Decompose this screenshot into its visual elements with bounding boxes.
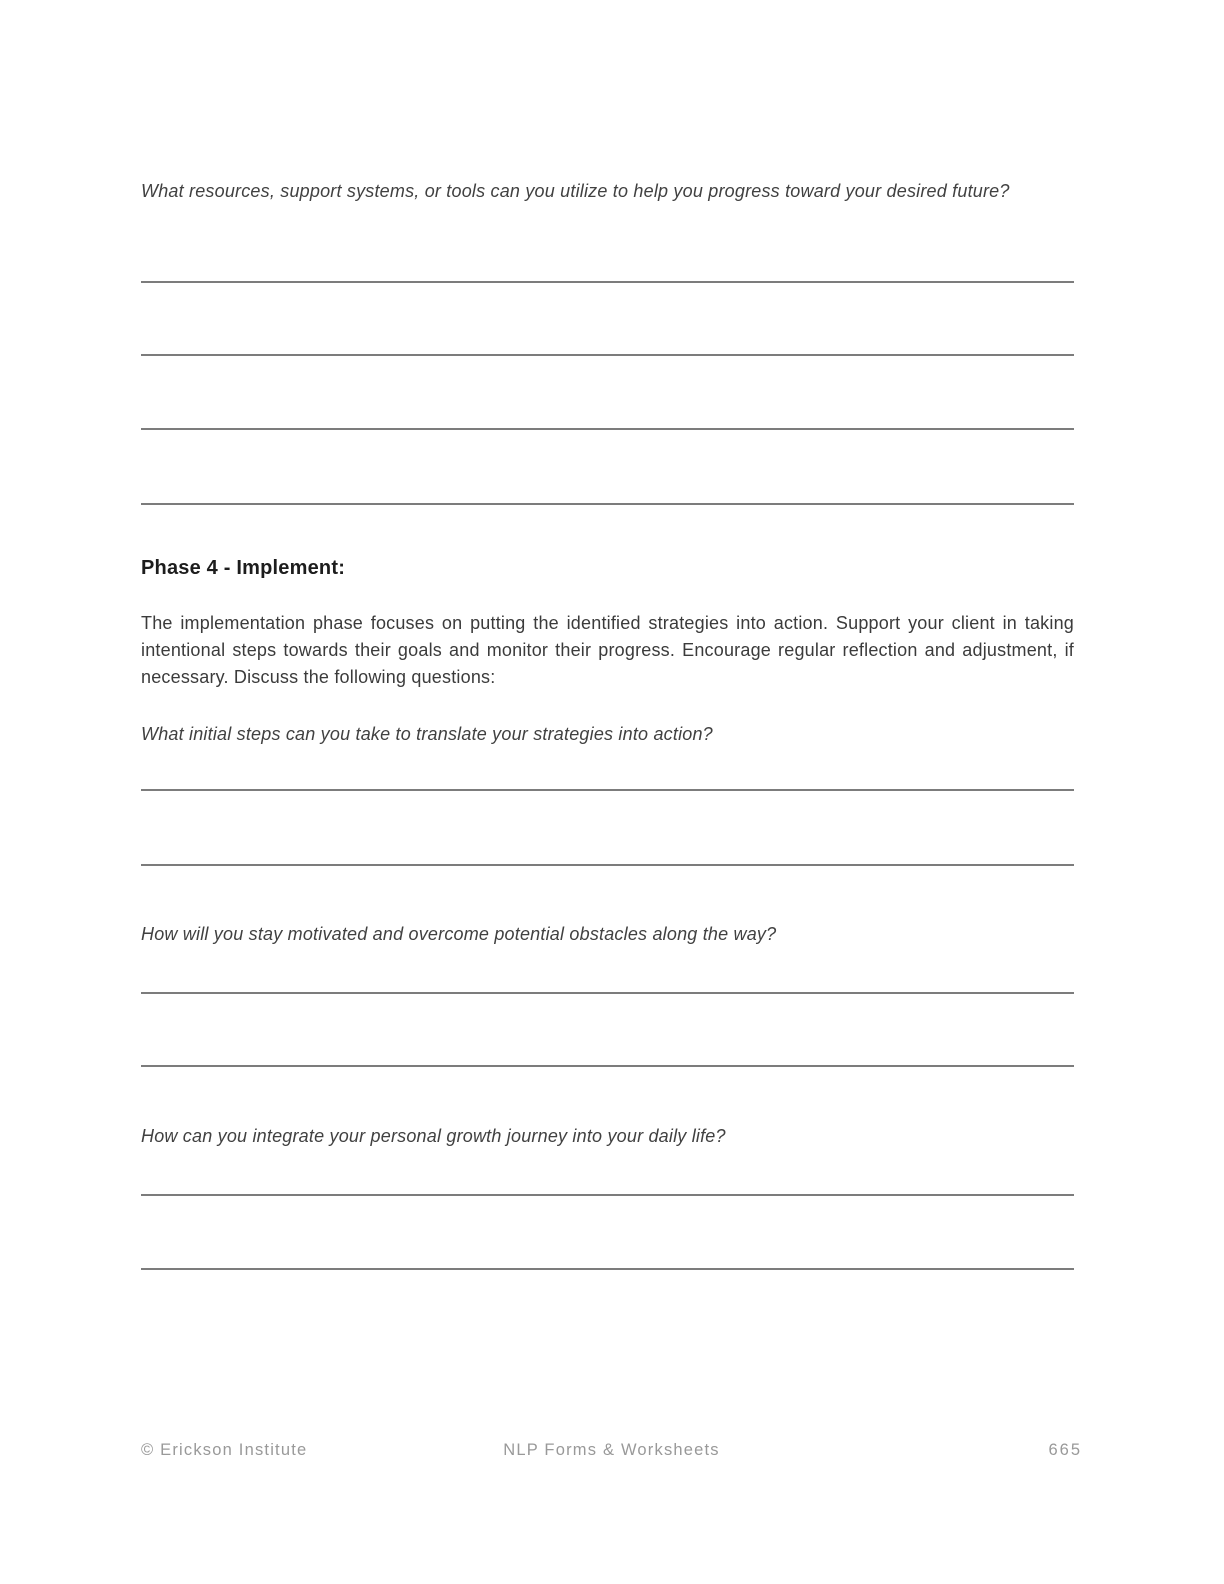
section-intro-paragraph: The implementation phase focuses on putting the identified strategies into action. Support your client in taking intentional steps towards their goals and monitor their progress. Encourage regular reflection and adjustment, if necessary. Discuss the following questions: — [141, 613, 1074, 687]
question-initial-steps: What initial steps can you take to translate your strategies into action? — [141, 724, 713, 744]
answer-line — [141, 1194, 1074, 1196]
question-integrate-growth: How can you integrate your personal growth journey into your daily life? — [141, 1126, 726, 1146]
footer-copyright: © Erickson Institute — [141, 1441, 308, 1459]
answer-line — [141, 503, 1074, 505]
question-stay-motivated: How will you stay motivated and overcome potential obstacles along the way? — [141, 924, 777, 944]
answer-line — [141, 281, 1074, 283]
answer-line — [141, 1268, 1074, 1270]
answer-line — [141, 789, 1074, 791]
question-resources-support-tools: What resources, support systems, or tools can you utilize to help you progress toward your desired future? — [141, 181, 1010, 201]
page-footer — [141, 1441, 1082, 1460]
answer-line — [141, 1065, 1074, 1067]
answer-line — [141, 992, 1074, 994]
footer-page-number: 665 — [1048, 1441, 1083, 1459]
answer-line — [141, 864, 1074, 866]
section-heading-phase-4: Phase 4 - Implement: — [141, 557, 346, 579]
footer-document-title: NLP Forms & Worksheets — [503, 1441, 720, 1459]
answer-line — [141, 354, 1074, 356]
answer-line — [141, 428, 1074, 430]
